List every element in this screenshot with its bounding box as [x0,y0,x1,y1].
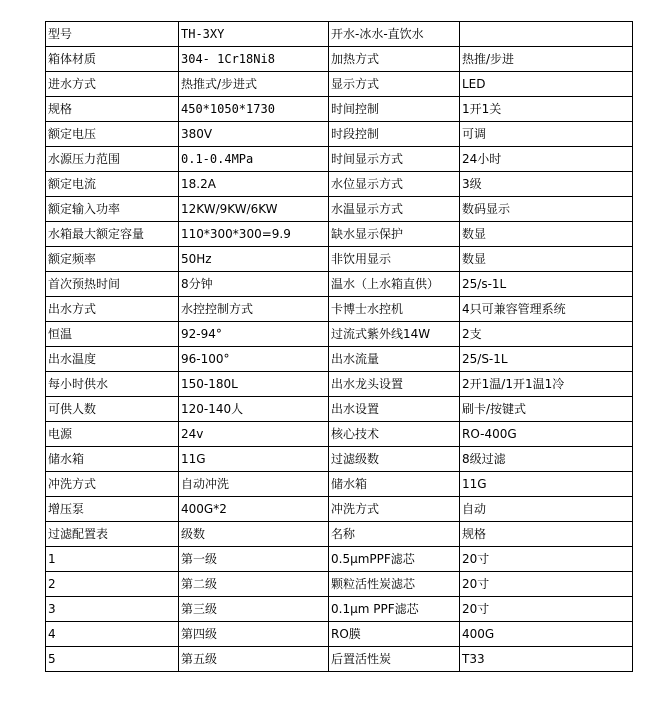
table-row [46,347,633,372]
table-cell: 电源 [46,422,179,447]
table-cell: 可调 [460,122,633,147]
table-cell: 第五级 [179,647,329,672]
table-cell: 额定电压 [46,122,179,147]
table-cell: 增压泵 [46,497,179,522]
table-row [46,122,633,147]
table-cell: 400G*2 [179,497,329,522]
table-cell: 出水设置 [329,397,460,422]
table-cell: 5 [46,647,179,672]
table-row [46,372,633,397]
table-cell: 2 [46,572,179,597]
table-cell: RO-400G [460,422,633,447]
table-cell: 8级过滤 [460,447,633,472]
table-cell: 首次预热时间 [46,272,179,297]
table-cell: 出水龙头设置 [329,372,460,397]
table-cell: 92-94° [179,322,329,347]
table-cell: 0.1μm PPF滤芯 [329,597,460,622]
table-cell: 加热方式 [329,47,460,72]
table-row [46,522,633,547]
table-cell: 时段控制 [329,122,460,147]
table-cell: 级数 [179,522,329,547]
table-row [46,647,633,672]
table-row [46,147,633,172]
table-row [46,272,633,297]
table-cell: 时间控制 [329,97,460,122]
table-cell: 过滤配置表 [46,522,179,547]
table-row [46,197,633,222]
table-row [46,447,633,472]
table-row [46,22,633,47]
table-row [46,597,633,622]
table-cell: RO膜 [329,622,460,647]
table-cell: 2开1温/1开1温1冷 [460,372,633,397]
table-row [46,547,633,572]
table-cell: 8分钟 [179,272,329,297]
table-cell: 缺水显示保护 [329,222,460,247]
table-cell: 25/s-1L [460,272,633,297]
table-cell: 进水方式 [46,72,179,97]
table-cell: 开水-冰水-直饮水 [329,22,460,47]
table-cell: 第二级 [179,572,329,597]
table-cell: 第三级 [179,597,329,622]
table-cell: T33 [460,647,633,672]
table-row [46,322,633,347]
table-cell: 400G [460,622,633,647]
table-cell: 名称 [329,522,460,547]
table-cell: 额定输入功率 [46,197,179,222]
table-cell: 热推/步进 [460,47,633,72]
table-cell: 96-100° [179,347,329,372]
table-cell: LED [460,72,633,97]
table-row [46,297,633,322]
table-cell: 出水流量 [329,347,460,372]
table-cell: 后置活性炭 [329,647,460,672]
table-cell: 显示方式 [329,72,460,97]
spec-table-body [46,22,633,672]
table-cell: 11G [460,472,633,497]
table-cell: 储水箱 [46,447,179,472]
spec-table [45,21,633,672]
table-cell: 储水箱 [329,472,460,497]
table-cell: 水箱最大额定容量 [46,222,179,247]
table-cell: 过滤级数 [329,447,460,472]
table-cell: 水控控制方式 [179,297,329,322]
table-cell: 50Hz [179,247,329,272]
table-row [46,72,633,97]
table-cell: 热推式/步进式 [179,72,329,97]
table-row [46,497,633,522]
table-row [46,622,633,647]
table-cell: 110*300*300=9.9 [179,222,329,247]
table-cell: 150-180L [179,372,329,397]
table-cell: 第四级 [179,622,329,647]
table-cell: 冲洗方式 [329,497,460,522]
table-cell: 2支 [460,322,633,347]
table-cell: 出水方式 [46,297,179,322]
table-cell: 恒温 [46,322,179,347]
table-cell: 25/S-1L [460,347,633,372]
table-cell: 自动 [460,497,633,522]
table-cell: 0.5μmPPF滤芯 [329,547,460,572]
table-cell: 卡博士水控机 [329,297,460,322]
table-cell: 数显 [460,247,633,272]
table-cell: 3级 [460,172,633,197]
table-row [46,397,633,422]
table-cell: 12KW/9KW/6KW [179,197,329,222]
table-cell: 4 [46,622,179,647]
table-cell: 出水温度 [46,347,179,372]
table-cell: 过流式紫外线14W [329,322,460,347]
table-cell: 304- 1Cr18Ni8 [179,47,329,72]
table-cell: 型号 [46,22,179,47]
table-row [46,247,633,272]
table-cell: 规格 [46,97,179,122]
table-cell: 可供人数 [46,397,179,422]
table-cell: 20寸 [460,597,633,622]
table-cell: 刷卡/按键式 [460,397,633,422]
table-cell: 第一级 [179,547,329,572]
table-cell: 额定频率 [46,247,179,272]
table-cell: 颗粒活性炭滤芯 [329,572,460,597]
table-cell: 核心技术 [329,422,460,447]
table-cell: 每小时供水 [46,372,179,397]
table-cell: 数码显示 [460,197,633,222]
table-cell: 自动冲洗 [179,472,329,497]
table-cell: 规格 [460,522,633,547]
table-cell: 450*1050*1730 [179,97,329,122]
table-cell: 4只可兼容管理系统 [460,297,633,322]
table-cell: 冲洗方式 [46,472,179,497]
table-cell: 11G [179,447,329,472]
table-cell: 380V [179,122,329,147]
table-cell: 3 [46,597,179,622]
table-cell: 额定电流 [46,172,179,197]
table-row [46,222,633,247]
table-cell: 1开1关 [460,97,633,122]
table-cell: 数显 [460,222,633,247]
table-cell: 水位显示方式 [329,172,460,197]
table-cell: 时间显示方式 [329,147,460,172]
table-row [46,422,633,447]
table-row [46,472,633,497]
table-cell: 1 [46,547,179,572]
table-cell: 温水（上水箱直供） [329,272,460,297]
table-cell: 箱体材质 [46,47,179,72]
table-cell: 0.1-0.4MPa [179,147,329,172]
table-row [46,97,633,122]
table-row [46,172,633,197]
table-row [46,47,633,72]
table-cell: 24v [179,422,329,447]
table-cell: 水源压力范围 [46,147,179,172]
table-cell [460,22,633,47]
table-row [46,572,633,597]
table-cell: 非饮用显示 [329,247,460,272]
table-cell: 120-140人 [179,397,329,422]
table-cell: 20寸 [460,572,633,597]
table-cell: 24小时 [460,147,633,172]
table-cell: 水温显示方式 [329,197,460,222]
table-cell: TH-3XY [179,22,329,47]
table-cell: 18.2A [179,172,329,197]
table-cell: 20寸 [460,547,633,572]
